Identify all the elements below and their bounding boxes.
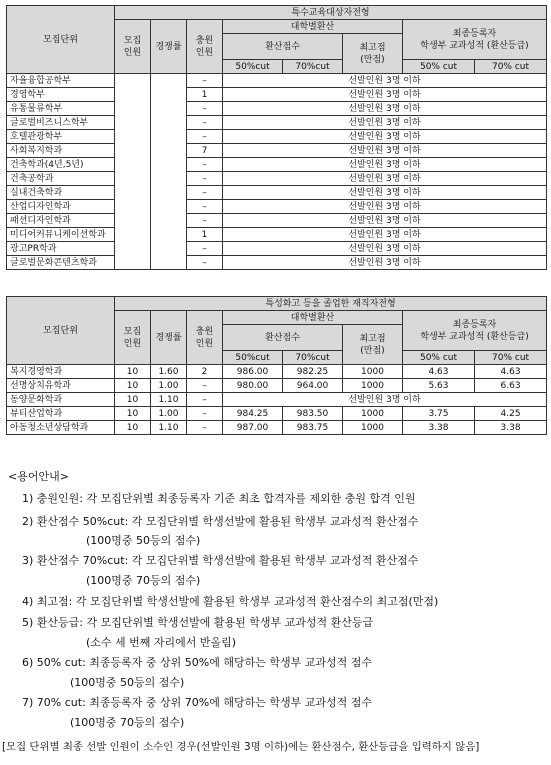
grade-50cut: 3.75 bbox=[403, 407, 475, 421]
table-row bbox=[7, 407, 547, 421]
grade-50cut: 4.63 bbox=[403, 365, 475, 379]
table-row bbox=[7, 214, 547, 228]
unit-name: 글로벌비즈니스학부 bbox=[7, 116, 115, 130]
header-conv-score: 환산점수 bbox=[223, 325, 343, 351]
table-special-education bbox=[6, 5, 547, 270]
note-line: 4) 최고점: 각 모집단위별 학생선발에 활용된 학생부 교과성적 환산점수의 최고점(만점) bbox=[22, 595, 439, 608]
header-univ-conv: 대학별환산 bbox=[223, 20, 403, 34]
header-max: 최고점 (만점) bbox=[343, 325, 403, 365]
competition-cell: 1.00 bbox=[151, 407, 187, 421]
table-row bbox=[7, 186, 547, 200]
unit-name: 동양문화학과 bbox=[7, 393, 115, 407]
unit-name: 산업디자인학과 bbox=[7, 200, 115, 214]
table-row bbox=[7, 393, 547, 407]
grade-70cut: 4.63 bbox=[475, 365, 547, 379]
header-extra: 충원 인원 bbox=[187, 311, 223, 365]
header-final: 최종등록자 학생부 교과성적 (환산등급) bbox=[403, 20, 547, 60]
selection-note: 선발인원 3명 이하 bbox=[223, 158, 547, 172]
extra-cell: – bbox=[187, 74, 223, 88]
competition-cell: 1.10 bbox=[151, 393, 187, 407]
header-70cut-grade: 70% cut bbox=[475, 60, 547, 74]
table-row bbox=[7, 158, 547, 172]
quota-cell: 10 bbox=[115, 407, 151, 421]
table-title: 특성화고 등을 졸업한 재직자전형 bbox=[115, 297, 547, 311]
extra-cell: – bbox=[187, 116, 223, 130]
max-score: 1000 bbox=[343, 407, 403, 421]
selection-note: 선발인원 3명 이하 bbox=[223, 256, 547, 270]
header-50cut-grade: 50% cut bbox=[403, 351, 475, 365]
selection-note: 선발인원 3명 이하 bbox=[223, 214, 547, 228]
unit-name: 글로벌문화콘텐츠학과 bbox=[7, 256, 115, 270]
grade-70cut: 3.38 bbox=[475, 421, 547, 435]
quota-cell bbox=[115, 74, 151, 270]
selection-note: 선발인원 3명 이하 bbox=[223, 130, 547, 144]
table-row bbox=[7, 200, 547, 214]
extra-cell: – bbox=[187, 186, 223, 200]
score-70cut: 983.75 bbox=[283, 421, 343, 435]
quota-cell: 10 bbox=[115, 365, 151, 379]
header-conv-score: 환산점수 bbox=[223, 34, 343, 60]
selection-note: 선발인원 3명 이하 bbox=[223, 228, 547, 242]
extra-cell: 1 bbox=[187, 88, 223, 102]
selection-note: 선발인원 3명 이하 bbox=[223, 116, 547, 130]
header-50cut: 50%cut bbox=[223, 351, 283, 365]
note-line: 1) 충원인원: 각 모집단위별 최종등록자 기준 최초 합격자를 제외한 충원 합격 인원 bbox=[22, 492, 416, 505]
extra-cell: – bbox=[187, 102, 223, 116]
unit-name: 건축공학과 bbox=[7, 172, 115, 186]
unit-name: 미디어커뮤니케이션학과 bbox=[7, 228, 115, 242]
header-50cut-grade: 50% cut bbox=[403, 60, 475, 74]
table-row bbox=[7, 379, 547, 393]
header-extra: 충원 인원 bbox=[187, 20, 223, 74]
unit-name: 아동청소년상담학과 bbox=[7, 421, 115, 435]
header-competition: 경쟁률 bbox=[151, 20, 187, 74]
selection-note: 선발인원 3명 이하 bbox=[223, 393, 547, 407]
quota-cell: 10 bbox=[115, 421, 151, 435]
quota-cell: 10 bbox=[115, 379, 151, 393]
score-50cut: 986.00 bbox=[223, 365, 283, 379]
header-quota: 모집 인원 bbox=[115, 20, 151, 74]
header-max: 최고점 (만점) bbox=[343, 34, 403, 74]
max-score: 1000 bbox=[343, 379, 403, 393]
extra-cell: – bbox=[187, 393, 223, 407]
table-row bbox=[7, 228, 547, 242]
note-line: 6) 50% cut: 최종등록자 중 상위 50%에 해당하는 학생부 교과성적 점수 bbox=[22, 656, 372, 669]
header-unit: 모집단위 bbox=[7, 6, 115, 74]
extra-cell: – bbox=[187, 214, 223, 228]
unit-name: 경영학부 bbox=[7, 88, 115, 102]
unit-name: 실내건축학과 bbox=[7, 186, 115, 200]
selection-note: 선발인원 3명 이하 bbox=[223, 242, 547, 256]
competition-cell: 1.00 bbox=[151, 379, 187, 393]
score-50cut: 984.25 bbox=[223, 407, 283, 421]
extra-cell: 1 bbox=[187, 228, 223, 242]
extra-cell: 7 bbox=[187, 144, 223, 158]
table-row bbox=[7, 242, 547, 256]
quota-cell: 10 bbox=[115, 393, 151, 407]
extra-cell: – bbox=[187, 379, 223, 393]
extra-cell: – bbox=[187, 407, 223, 421]
score-70cut: 982.25 bbox=[283, 365, 343, 379]
unit-name: 건축학과(4년,5년) bbox=[7, 158, 115, 172]
note-line: (100명중 50등의 점수) bbox=[70, 676, 185, 689]
unit-name: 호텔관광학부 bbox=[7, 130, 115, 144]
table-row bbox=[7, 172, 547, 186]
extra-cell: – bbox=[187, 158, 223, 172]
selection-note: 선발인원 3명 이하 bbox=[223, 144, 547, 158]
notes-heading: <용어안내> bbox=[8, 470, 69, 483]
note-line: (100명중 70등의 점수) bbox=[86, 574, 201, 587]
table-title: 특수교육대상자전형 bbox=[115, 6, 547, 20]
extra-cell: – bbox=[187, 172, 223, 186]
extra-cell: – bbox=[187, 421, 223, 435]
selection-note: 선발인원 3명 이하 bbox=[223, 186, 547, 200]
selection-note: 선발인원 3명 이하 bbox=[223, 102, 547, 116]
score-50cut: 980.00 bbox=[223, 379, 283, 393]
grade-50cut: 5.63 bbox=[403, 379, 475, 393]
extra-cell: 2 bbox=[187, 365, 223, 379]
competition-cell: 1.60 bbox=[151, 365, 187, 379]
grade-70cut: 6.63 bbox=[475, 379, 547, 393]
unit-name: 광고PR학과 bbox=[7, 242, 115, 256]
table-row bbox=[7, 88, 547, 102]
header-unit: 모집단위 bbox=[7, 297, 115, 365]
table-row bbox=[7, 144, 547, 158]
header-quota: 모집 인원 bbox=[115, 311, 151, 365]
selection-note: 선발인원 3명 이하 bbox=[223, 74, 547, 88]
table-row bbox=[7, 365, 547, 379]
extra-cell: – bbox=[187, 256, 223, 270]
header-70cut: 70%cut bbox=[283, 351, 343, 365]
extra-cell: – bbox=[187, 200, 223, 214]
table-specialized-hs-workers bbox=[6, 296, 547, 435]
note-line: 7) 70% cut: 최종등록자 중 상위 70%에 해당하는 학생부 교과성적 점수 bbox=[22, 696, 372, 709]
table-row bbox=[7, 256, 547, 270]
unit-name: 사회복지학과 bbox=[7, 144, 115, 158]
header-competition: 경쟁률 bbox=[151, 311, 187, 365]
grade-70cut: 4.25 bbox=[475, 407, 547, 421]
note-line: 5) 환산등급: 각 모집단위별 학생선발에 활용된 학생부 교과성적 환산등급 bbox=[22, 616, 374, 629]
score-50cut: 987.00 bbox=[223, 421, 283, 435]
max-score: 1000 bbox=[343, 365, 403, 379]
competition-cell bbox=[151, 74, 187, 270]
table-row bbox=[7, 74, 547, 88]
extra-cell: – bbox=[187, 130, 223, 144]
grade-50cut: 3.38 bbox=[403, 421, 475, 435]
note-line: (소수 세 번째 자리에서 반올림) bbox=[86, 636, 237, 649]
table-row bbox=[7, 102, 547, 116]
selection-note: 선발인원 3명 이하 bbox=[223, 88, 547, 102]
note-line: (100명중 50등의 점수) bbox=[86, 534, 201, 547]
header-50cut: 50%cut bbox=[223, 60, 283, 74]
header-70cut: 70%cut bbox=[283, 60, 343, 74]
note-line: 3) 환산점수 70%cut: 각 모집단위별 학생선발에 활용된 학생부 교과성적 환산점수 bbox=[22, 554, 419, 567]
notes-footer: [모집 단위별 최종 선발 인원이 소수인 경우(선발인원 3명 이하)에는 환산점수, 환산등급을 입력하지 않음] bbox=[2, 741, 480, 753]
header-univ-conv: 대학별환산 bbox=[223, 311, 403, 325]
score-70cut: 964.00 bbox=[283, 379, 343, 393]
selection-note: 선발인원 3명 이하 bbox=[223, 172, 547, 186]
unit-name: 뷰티산업학과 bbox=[7, 407, 115, 421]
unit-name: 선명상치유학과 bbox=[7, 379, 115, 393]
table-row bbox=[7, 421, 547, 435]
extra-cell: – bbox=[187, 242, 223, 256]
selection-note: 선발인원 3명 이하 bbox=[223, 200, 547, 214]
unit-name: 유통물류학부 bbox=[7, 102, 115, 116]
header-final: 최종등록자 학생부 교과성적 (환산등급) bbox=[403, 311, 547, 351]
unit-name: 복지경영학과 bbox=[7, 365, 115, 379]
note-line: 2) 환산점수 50%cut: 각 모집단위별 학생선발에 활용된 학생부 교과성적 환산점수 bbox=[22, 515, 419, 528]
score-70cut: 983.50 bbox=[283, 407, 343, 421]
table-row bbox=[7, 130, 547, 144]
note-line: (100명중 70등의 점수) bbox=[70, 716, 185, 729]
unit-name: 자율융합공학부 bbox=[7, 74, 115, 88]
unit-name: 패션디자인학과 bbox=[7, 214, 115, 228]
max-score: 1000 bbox=[343, 421, 403, 435]
header-70cut-grade: 70% cut bbox=[475, 351, 547, 365]
table-row bbox=[7, 116, 547, 130]
competition-cell: 1.10 bbox=[151, 421, 187, 435]
